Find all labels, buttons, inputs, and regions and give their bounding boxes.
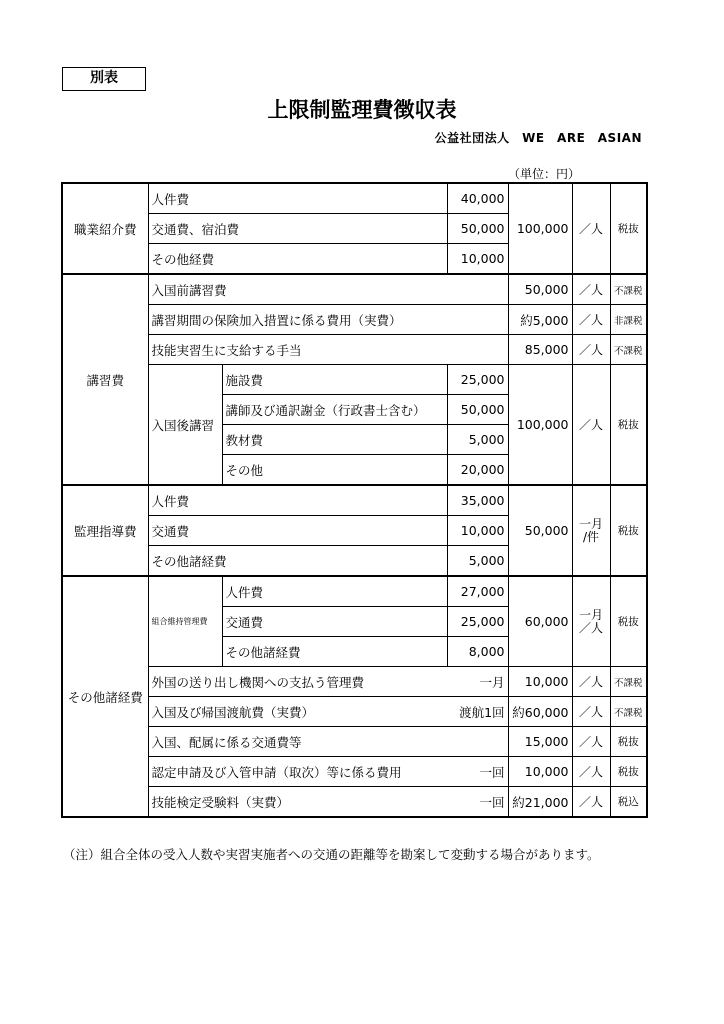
section-total: 100,000 [508, 365, 572, 486]
item-label: 外国の送り出し機関への支払う管理費 [151, 674, 365, 690]
item-amount: 35,000 [447, 485, 508, 516]
section-total: 60,000 [508, 576, 572, 667]
tax-status: 税抜 [610, 727, 647, 757]
per-unit: ／人 [572, 757, 610, 787]
unit-label: （単位：円） [508, 167, 581, 181]
tax-status: 税抜 [610, 183, 647, 274]
tax-status: 税抜 [610, 365, 647, 486]
item-total: 85,000 [508, 335, 572, 365]
item-label: 入国、配属に係る交通費等 [151, 734, 302, 750]
item-name [148, 787, 508, 818]
fee-table [61, 182, 648, 818]
table-row [62, 576, 647, 607]
table-row [62, 727, 647, 757]
per-unit-line1: 一月 [579, 516, 604, 531]
item-label: 入国及び帰国渡航費（実費） [151, 704, 315, 720]
item-name: 技能実習生に支給する手当 [148, 335, 508, 365]
table-row [62, 757, 647, 787]
footnote: （注）組合全体の受入人数や実習実施者への交通の距離等を勘案して変動する場合があります。 [63, 847, 600, 862]
organization-name: 公益社団法人 WE ARE ASIAN [434, 131, 642, 145]
item-name: 人件費 [148, 183, 447, 214]
page-title: 上限制監理費徴収表 [267, 98, 457, 122]
per-unit: ／人 [572, 727, 610, 757]
item-name: 交通費 [148, 516, 447, 546]
item-amount: 27,000 [447, 576, 508, 607]
item-name: その他諸経費 [148, 546, 447, 577]
per-unit-line2: /件 [582, 529, 600, 544]
item-total: 約60,000 [508, 697, 572, 727]
item-name: その他 [222, 455, 447, 486]
per-unit [572, 485, 610, 576]
per-unit: ／人 [572, 787, 610, 818]
item-frequency: 一回 [479, 794, 505, 810]
section-shokugyo: 職業紹介費 [62, 183, 148, 274]
item-name: 人件費 [148, 485, 447, 516]
tax-status: 不課税 [610, 667, 647, 697]
tax-status: 税込 [610, 787, 647, 818]
per-unit: ／人 [572, 335, 610, 365]
item-amount: 25,000 [447, 607, 508, 637]
per-unit: ／人 [572, 305, 610, 335]
item-name: 講師及び通訳謝金（行政書士含む） [222, 395, 447, 425]
item-amount: 50,000 [447, 395, 508, 425]
item-name [148, 697, 508, 727]
subsection-kumiai: 組合維持管理費 [148, 576, 222, 667]
item-amount: 40,000 [447, 183, 508, 214]
item-name: 施設費 [222, 365, 447, 395]
item-total: 10,000 [508, 667, 572, 697]
item-total: 約21,000 [508, 787, 572, 818]
table-row [62, 667, 647, 697]
item-name [148, 727, 508, 757]
item-amount: 5,000 [447, 546, 508, 577]
item-total: 約5,000 [508, 305, 572, 335]
item-name: 交通費 [222, 607, 447, 637]
tax-status: 税抜 [610, 485, 647, 576]
item-total: 50,000 [508, 274, 572, 305]
per-unit: ／人 [572, 667, 610, 697]
item-name: 教材費 [222, 425, 447, 455]
per-unit: ／人 [572, 183, 610, 274]
item-frequency: 一回 [479, 764, 505, 780]
tax-status: 税抜 [610, 757, 647, 787]
appendix-label: 別表 [62, 67, 146, 91]
item-name: 入国前講習費 [148, 274, 508, 305]
per-unit: ／人 [572, 274, 610, 305]
item-amount: 10,000 [447, 516, 508, 546]
item-amount: 20,000 [447, 455, 508, 486]
item-frequency: 一月 [479, 674, 505, 690]
section-total: 100,000 [508, 183, 572, 274]
per-unit: ／人 [572, 365, 610, 486]
item-amount: 25,000 [447, 365, 508, 395]
item-amount: 10,000 [447, 244, 508, 275]
table-row [62, 485, 647, 516]
subsection-post-entry: 入国後講習 [148, 365, 222, 486]
table-row [62, 365, 647, 395]
item-frequency: 渡航1回 [459, 704, 505, 720]
table-row [62, 787, 647, 818]
item-label: 認定申請及び入管申請（取次）等に係る費用 [151, 764, 402, 780]
tax-status: 不課税 [610, 697, 647, 727]
tax-status: 不課税 [610, 274, 647, 305]
item-amount: 5,000 [447, 425, 508, 455]
section-koshu: 講習費 [62, 274, 148, 485]
table-row [62, 335, 647, 365]
table-row [62, 183, 647, 214]
per-unit [572, 576, 610, 667]
item-name: 交通費、宿泊費 [148, 214, 447, 244]
item-total: 15,000 [508, 727, 572, 757]
item-label: 技能検定受験料（実費） [151, 794, 290, 810]
item-name: その他諸経費 [222, 637, 447, 667]
item-name: その他経費 [148, 244, 447, 275]
item-name [148, 667, 508, 697]
item-name [148, 757, 508, 787]
item-amount: 50,000 [447, 214, 508, 244]
per-unit-line1: 一月 [579, 607, 604, 622]
per-unit: ／人 [572, 697, 610, 727]
item-total: 10,000 [508, 757, 572, 787]
table-row [62, 697, 647, 727]
section-total: 50,000 [508, 485, 572, 576]
table-row [62, 274, 647, 305]
section-kanri: 監理指導費 [62, 485, 148, 576]
section-sonota: その他諸経費 [62, 576, 148, 817]
item-amount: 8,000 [447, 637, 508, 667]
tax-status: 非課税 [610, 305, 647, 335]
item-name: 講習期間の保険加入措置に係る費用（実費） [148, 305, 508, 335]
item-name: 人件費 [222, 576, 447, 607]
per-unit-line2: ／人 [579, 620, 604, 635]
table-row [62, 305, 647, 335]
tax-status: 税抜 [610, 576, 647, 667]
tax-status: 不課税 [610, 335, 647, 365]
